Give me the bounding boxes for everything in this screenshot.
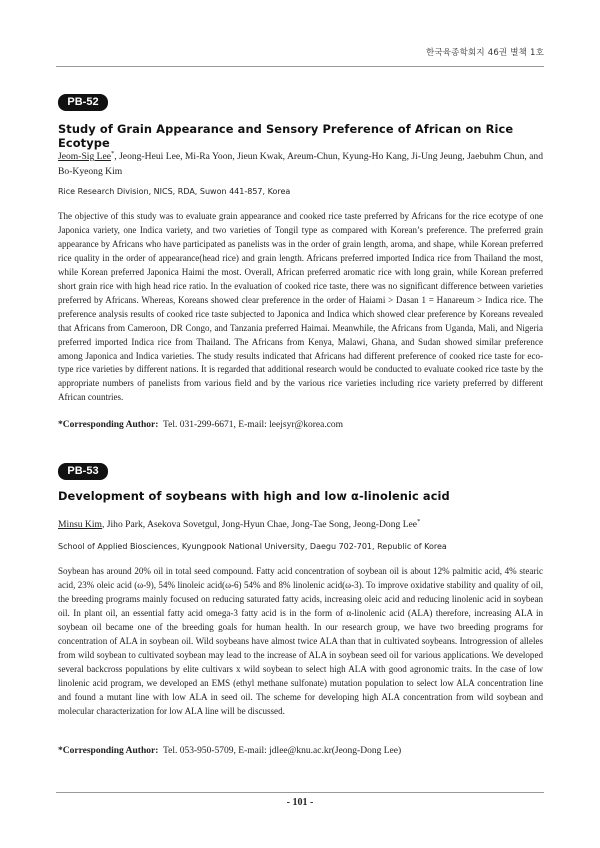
article-badge-pb-52: PB-52 xyxy=(58,94,108,111)
affiliation-pb-52: Rice Research Division, NICS, RDA, Suwon 441-857, Korea xyxy=(58,187,291,196)
abstract-pb-52: The objective of this study was to evaluate grain appearance and cooked rice taste preferred by Africans for the rice ecotype of one Japonica variety, one Indica variety, and two varieties of Tongil type as compared with Korean’s preference. The preferred grain appearance by Africans who have participated as panelists was in the order of grain length, aroma, and shape, while Korean preferred rice quality in the order of appearance(head rice) and grain length. Africans preferred imported Indica rice from Thailand the most, while Korean preferred Japonica Haimi the most. Overall, African preferred aromatic rice with long grain, while Korean preferred short grain rice with high head rice ratio. In the evaluation of cooked rice taste, there was no significant difference between varieties preferred by Africans. Whereas, Koreans showed clear preference in the order of Haiami > Dasan 1 = Hanareum > Indica rice. The preference analysis results of cooked rice taste subjected to Japonica and Indica which showed clear preference by Koreans revealed that Africans from Cameroon, DR Congo, and Tanzania preferred Haimai. Meanwhile, the Africans from Uganda, Mali, and Nigeria preferred imported Indica rice from Thailand. The Africans from Kenya, Malawi, Ghana, and Sudan showed similar preference among Japonica and Indica varieties. The study results indicated that Africans had different preference of cooked rice taste for eco-type rice varieties by different nations. It is regarded that additional research would be conducted to evaluate cooked rice taste by the appropriate numbers of panelists from various field and by the various rice varieties including rice variety preferred by different African countries. xyxy=(58,211,543,403)
header-divider xyxy=(56,66,544,67)
corresponding-contact: Tel. 031-299-6671, E-mail: leejsyr@korea.com xyxy=(162,420,344,430)
abstract-pb-53: Soybean has around 20% oil in total seed compound. Fatty acid concentration of soybean oil is about 12% palmitic acid, 4% stearic acid, 23% oleic acid (ω-9), 54% linoleic acid(ω-6) 54% and 8% linolenic acid(ω-3). To improve oxidative stability and quality of oil, the breeding programs mainly focused on reducing saturated fatty acids, increasing oleic acid and reducing linolenic acid in soybean oil. In plant oil, an essential fatty acid omega-3 fatty acid is in the form of α-linolenic acid (ALA) therefore, increasing ALA in soybean oil became one of the breeding goals for human health. In our research group, we have two breeding programs for concentration of ALA in soybean oil. Wild soybeans have almost twice ALA than that in cultivated soybeans. Introgression of alleles from wild soybean to cultivated soybean may lead to the increase of ALA in soybean seed oil for various applications. We developed several backcross populations by elite cultivars x wild soybean to select high ALA with good agronomic traits. In the case of low linolenic acid program, we developed an EMS (ethyl methane sulfonate) mutation population to select low ALA concentration line and found a mutant line with low ALA in seed oil. The scheme for developing high ALA concentration from wild soybean and molecular characterization for low ALA line will be discussed. xyxy=(58,566,543,716)
author-list-pb-53 xyxy=(58,514,548,532)
corresponding-contact: Tel. 053-950-5709, E-mail: jdlee@knu.ac.kr(Jeong-Dong Lee) xyxy=(162,746,402,756)
article-badge-pb-53: PB-53 xyxy=(58,463,108,480)
article-title-pb-53: Development of soybeans with high and low α-linolenic acid xyxy=(58,489,450,503)
page-number: - 101 - xyxy=(286,797,314,808)
presenting-author: Jeom-Sig Lee xyxy=(58,151,112,163)
author-list-pb-52 xyxy=(58,146,548,179)
corresponding-mark: * xyxy=(417,518,421,525)
co-authors: , Jeong-Heui Lee, Mi-Ra Yoon, Jieun Kwak, Areum-Chun, Kyung-Ho Kang, Ji-Ung Jeung, Jaebuhm Chun, and Bo-Kyeong Kim xyxy=(58,151,544,178)
presenting-author: Minsu Kim xyxy=(58,519,102,531)
corresponding-label: *Corresponding Author: xyxy=(58,420,159,430)
affiliation-pb-53: School of Applied Biosciences, Kyungpook National University, Daegu 702-701, Republic of Korea xyxy=(58,542,447,551)
corresponding-author-pb-52 xyxy=(58,420,548,430)
corresponding-author-pb-53 xyxy=(58,746,548,756)
journal-header: 한국육종학회지 46권 별책 1호 xyxy=(425,48,544,58)
corresponding-label: *Corresponding Author: xyxy=(58,746,159,756)
co-authors: , Jiho Park, Asekova Sovetgul, Jong-Hyun Chae, Jong-Tae Song, Jeong-Dong Lee xyxy=(101,519,418,531)
footer-divider xyxy=(56,792,544,793)
corresponding-mark: * xyxy=(111,150,115,157)
article-title-pb-52: Study of Grain Appearance and Sensory Preference of African on Rice Ecotype xyxy=(58,122,514,150)
